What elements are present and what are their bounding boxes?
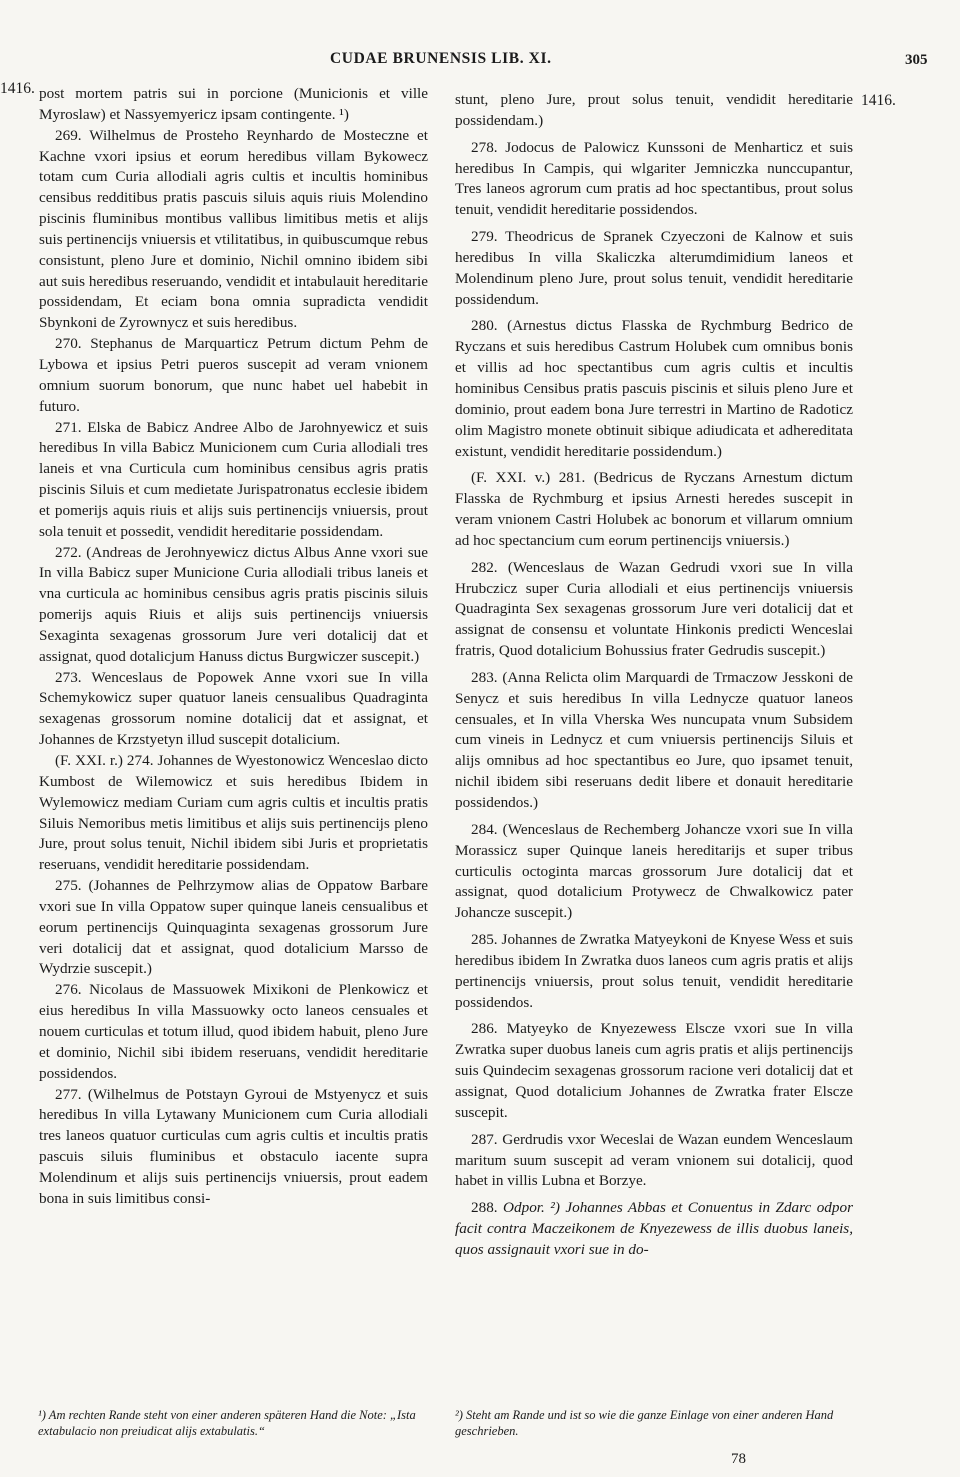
entry-number: 275. [55,877,89,895]
entry-288 [455,1198,853,1261]
entry-text: Jodocus de Palowicz Kunssoni de Menharticz et suis heredibus In Campis, qui wlgariter Jemniczka nunccupantur, Tres laneos agrorum cum pratis ad hoc spectantibus, prout solus tenuit, vendidit hereditarie possidendos. [455,138,854,219]
entry-text: (Andreas de Jerohnyewicz dictus Albus Anne vxori sue In villa Babicz super Municione Curia allodiali tribus laneis et vna curticula ac hominibus censibus agris pratis piscinis siluis pomerijs aquis Riuis et alijs suis pertinencijs vniuersis Sexaginta sexagenas grossorum Jure veri dotalicij dat et assignat, quod dotalicjum Hanuss dictus Burgwiczer suscepit.) [39,543,429,665]
entry-text: Wenceslaus de Popowek Anne vxori sue In villa Schemykowicz super quatuor laneis censualibus Quadraginta sexagenas grossorum nomine dotalicij dat et assignat, et Johannes de Krzstyetyn illud suscepit dotalicium. [39,668,428,749]
entry-number: 270. [55,335,91,353]
folio-marker: (F. XXI. r.) [55,752,127,769]
entry-271 [39,418,428,543]
entry-283 [455,668,853,814]
right-column [455,90,853,1261]
continuation-text [39,84,428,126]
footnote-2: ²) Steht am Rande und ist so wie die ganze Einlage von einer anderen Hand geschrieben. [455,1408,834,1438]
entry-text: (Anna Relicta olim Marquardi de Trmaczow Jesskoni de Senycz et suis heredibus In villa Lednycze quatuor laneos censuales, et In villa Vherska Wes nuncupata vnum Subsidem cum vineis in Lednycz et cum vniuersis pertinencijs Siluis et alijs omnibus ad hoc spectantibus eo Jure, quo ipsamet tenuit, nichil ibidem sibi reseruans dedit libere et donauit hereditarie possidendos.) [455,668,853,811]
folio-marker: (F. XXI. v.) [471,469,559,487]
entry-number: 274. [126,752,158,769]
entry-number: 277. [55,1085,88,1103]
entry-282 [455,558,853,662]
sheet-signature: 78 [731,1451,746,1467]
entry-287 [455,1130,853,1193]
entry-text: Wilhelmus de Prosteho Reynhardo de Mosteczne et Kachne vxori ipsius et eorum heredibus villam Bykowecz totam cum Curia allodiali agris cultis et incultis hominibus censibus redditibus pratis pascuis siluis aquis riuis Molendino piscinis fluminibus montibus vallibus limitibus metis et alijs suis pertinencijs vniuersis et vtilitatibus, in quibuscumque rebus consistunt, pleno Jure et dominio, Nichil omnino ibidem sibi aut suis heredibus reseruando, vendidit et intabulauit hereditarie possidendam, Et eciam bona omnia supradicta vendidit Sbynkoni de Zyrownycz et suis heredibus. [39,126,428,332]
entry-text: (Wenceslaus de Rechemberg Johancze vxori sue In villa Morassicz super Quinque laneis hereditarijs et super tribus curticulis octoginta marcas grossorum Jure dotalicij dat et assignat, quod dotalicium Protywecz de Chwalkowicz pater Johancze suscepit.) [455,820,854,922]
entry-text: stunt, pleno Jure, prout solus tenuit, vendidit hereditarie possidendam.) [455,91,853,129]
margin-year-right: 1416. [861,92,896,109]
entry-270 [39,334,428,417]
page-title: CUDAE BRUNENSIS LIB. XI. [330,50,552,67]
entry-275 [39,876,428,980]
entry-text: Theodricus de Spranek Czyeczoni de Kalnow et suis heredibus In villa Skaliczka alterumdimidium laneos et Molendinum pleno Jure, prout solus tenuit, vendidit hereditarie possidendum. [455,228,853,308]
entry-273 [39,668,428,751]
entry-286 [455,1019,853,1123]
entry-285 [455,930,853,1013]
entry-number: 279. [471,228,506,246]
entry-number: 282. [471,558,508,576]
entry-text: Johannes de Wyestonowicz Wenceslao dicto Kumbost de Wilemowicz et suis heredibus Ibidem in Wylemowicz mediam Curiam cum agris cultis et incultis pratis Siluis Nemoribus metis limitibus et alijs suis pertinencijs pleno Jure, prout solus tenuit, Nichil ibidem sibi Juris et proprietatis reseruans, vendidit hereditarie possidendam. [39,752,429,874]
entry-text: (Bedricus de Ryczans Arnestum dictum Flasska de Rychmburg et ipsius Arnesti heredes suscepit in veram vnionem Castri Holubek ac bonorum et villarum omnium ad hoc spectancium cum eorum pertinencijs vniuersis.) [455,469,853,549]
entry-276 [39,980,428,1084]
entry-text: Odpor. ²) Johannes Abbas et Conuentus in Zdarc odpor facit contra Maczeikonem de Knyezewess de illis duobus laneis, quos assignauit vxori sue in do- [455,1199,853,1258]
entry-number: 283. [471,668,503,686]
entry-text: Nicolaus de Massuowek Mixikoni de Plenkowicz et eius heredibus In villa Massuowky octo laneos censuales et nouem curticulas et totum illud, quod ibidem habuit, pleno Jure et dominio, Nichil sibi ibidem reseruans, vendidit hereditarie possidendos. [39,981,429,1082]
page-number: 305 [905,52,928,68]
entry-number: 280. [471,317,508,335]
entry-text: post mortem patris sui in porcione (Municionis et ville Myroslaw) et Nassyemyericz ipsam contingente. ¹) [39,85,428,123]
entry-number: 281. [558,469,594,487]
left-column [39,84,428,1210]
entry-284 [455,820,853,924]
entry-281 [455,468,853,551]
entry-number: 287. [471,1130,503,1148]
entry-number: 278. [471,138,506,156]
entry-text: Elska de Babicz Andree Albo de Jarohnyewicz et suis heredibus In villa Babicz Municionem cum Curia allodiali tres laneis et vna Curticula cum hominibus censibus agris pratis piscinis Siluis et cum medietate Jurispatronatus ecclesie ibidem et pomerijs aquis riuis et alijs suis pertinencijs vniuersis, prout sola tenuit et possedit, vendidit hereditarie possidendam. [39,418,429,540]
entry-269 [39,126,428,334]
entry-text: (Arnestus dictus Flasska de Rychmburg Bedrico de Ryczans et suis heredibus Castrum Holubek cum omnibus bonis et villis ad hoc spectantibus cum agris cultis et incultis hominibus Censibus pratis pascuis piscinis et siluis pleno Jure et dominio, prout eadem bona Jure terrestri in Martino de Radoticz olim Magistro monete obtinuit sibique adiudicata et adhereditata existunt, vendidit hereditarie possidendum.) [455,317,854,460]
entry-272 [39,543,428,668]
continuation-text [455,90,853,132]
entry-number: 273. [55,668,92,686]
entry-number: 288. [471,1199,504,1217]
entry-text: (Wenceslaus de Wazan Gedrudi vxori sue In villa Hrubczicz super Curia allodiali et eius pertinencijs vniuersis Quadraginta Sex sexagenas grossorum Jure veri dotalicij dat et assignat de consensu et voluntate Hinkonis predicti Wenceslai fratris, Quod dotalicium Bohussius frater Gedrudis suscepit.) [455,558,854,660]
entry-278 [455,138,853,221]
entry-279 [455,227,853,310]
entry-text: (Wilhelmus de Potstayn Gyroui de Mstyenycz et suis heredibus In villa Lytawany Municionem cum Curia allodiali tres laneos quatuor curticulas cum agris cultis et incultis pratis pascuis siluis fluminibus et obstaculo iacente supra Molendinum et alijs suis pertinencijs vniuersis, prout eadem bona in suis limitibus consi- [39,1085,429,1207]
margin-year-left: 1416. [0,80,35,97]
entry-number: 272. [55,543,87,561]
entry-number: 284. [471,820,503,838]
entry-text: Johannes de Zwratka Matyeykoni de Knyese Wess et suis heredibus ibidem In Zwratka duos laneos cum agris pratis et alijs pertinencijs vniuersis, prout solus tenuit, vendidit hereditarie possidendos. [455,931,854,1011]
entry-number: 276. [55,981,90,999]
entry-text: Gerdrudis vxor Weceslai de Wazan eundem Wenceslaum maritum suum suscepit ad veram vnionem sui dotalicij, quod habet in villis Lubna et Borzye. [455,1130,853,1190]
entry-number: 271. [55,418,88,436]
entry-number: 286. [471,1020,507,1038]
page-header [0,50,960,74]
entry-text: Matyeyko de Knyezewess Elscze vxori sue In villa Zwratka super duobus laneis cum agris pratis et alijs pertinencijs suis Quindecim sexagenas grossorum racione veri dotalicij dat et assignat, Quod dotalicium Johannes de Zwratka frater Elscze suscepit. [455,1020,854,1121]
footnote-1: ¹) Am rechten Rande steht von einer anderen späteren Hand die Note: „Ista extabulacio non preiudicat alijs extabulatis.“ [38,1408,416,1438]
entry-number: 285. [471,931,502,949]
entry-number: 269. [55,126,90,144]
entry-274 [39,751,428,876]
entry-text: (Johannes de Pelhrzymow alias de Oppatow Barbare vxori sue In villa Oppatow super quinque laneis censualibus et eorum pertinencijs Quinquaginta sexagenas grossorum Jure veri dotalicij dat et assignat, quod dotalicium Marsso de Wydrzie suscepit.) [39,877,428,978]
entry-280 [455,316,853,462]
entry-277 [39,1085,428,1210]
entry-text: Stephanus de Marquarticz Petrum dictum Pehm de Lybowa et ipsius Petri pueros suscepit ad veram vnionem omnium suorum bonorum, que nunc habet uel habebit in futuro. [39,335,428,415]
